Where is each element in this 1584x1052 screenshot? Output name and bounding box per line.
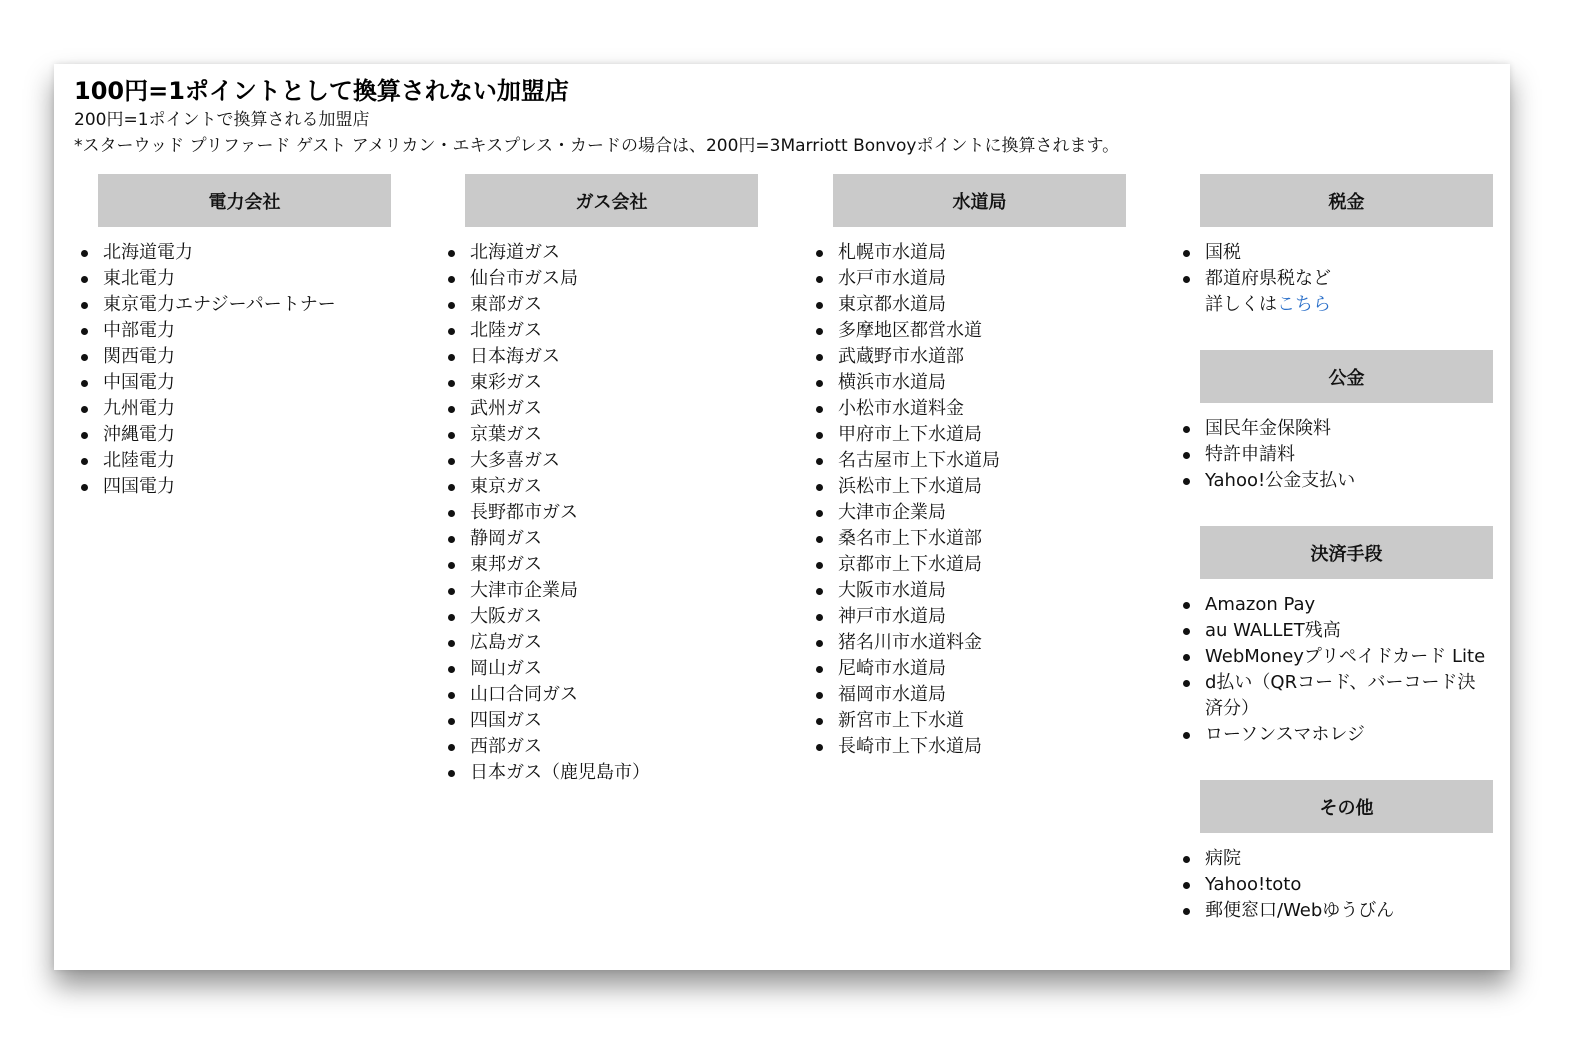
list-item: Yahoo!公金支払い [1180,468,1493,494]
list-item: 桑名市上下水道部 [813,526,1126,552]
electric-list [98,240,391,500]
list-item: 甲府市上下水道局 [813,422,1126,448]
list-item: 国民年金保険料 [1180,416,1493,442]
payment-list [1200,592,1493,748]
subtitle: 200円=1ポイントで換算される加盟店 [74,110,370,130]
list-item: 東北電力 [78,266,391,292]
list-item: 大多喜ガス [445,448,758,474]
list-item: 東部ガス [445,292,758,318]
list-item: 東邦ガス [445,552,758,578]
list-item: 四国ガス [445,708,758,734]
list-item: 東京電力エナジーパートナー [78,292,391,318]
list-item: 西部ガス [445,734,758,760]
list-item: 日本海ガス [445,344,758,370]
list-item: 尼崎市水道局 [813,656,1126,682]
list-item: 東京都水道局 [813,292,1126,318]
water-column [833,174,1126,760]
list-item: 水戸市水道局 [813,266,1126,292]
list-item: 関西電力 [78,344,391,370]
tax-heading: 税金 [1200,174,1493,227]
list-item: 沖縄電力 [78,422,391,448]
list-item: au WALLET残高 [1180,618,1493,644]
list-item: 九州電力 [78,396,391,422]
list-item: 静岡ガス [445,526,758,552]
electric-column [98,174,391,500]
other-list [1200,846,1493,924]
other-section [1200,780,1493,924]
list-item: 北陸電力 [78,448,391,474]
list-item: d払い（QRコード、バーコード決済分） [1180,670,1493,722]
list-item: 北陸ガス [445,318,758,344]
list-item: 浜松市上下水道局 [813,474,1126,500]
list-item: 国税 [1180,240,1493,266]
list-item: 猪名川市水道料金 [813,630,1126,656]
list-item: 仙台市ガス局 [445,266,758,292]
note-text: *スターウッド プリファード ゲスト アメリカン・エキスプレス・カードの場合は、200円=3Marriott Bonvoyポイントに換算されます。 [74,136,1120,156]
electric-heading: 電力会社 [98,174,391,227]
list-item: 名古屋市上下水道局 [813,448,1126,474]
payment-heading: 決済手段 [1200,526,1493,579]
tax-list [1200,240,1493,318]
list-item: 大阪ガス [445,604,758,630]
list-item: 小松市水道料金 [813,396,1126,422]
list-item: 中国電力 [78,370,391,396]
list-item: 新宮市上下水道 [813,708,1126,734]
gas-column [465,174,758,786]
public-fee-heading: 公金 [1200,350,1493,403]
payment-section [1200,526,1493,748]
list-item: 広島ガス [445,630,758,656]
list-item: 郵便窓口/Webゆうびん [1180,898,1493,924]
list-item: 日本ガス（鹿児島市） [445,760,758,786]
other-heading: その他 [1200,780,1493,833]
list-item: 四国電力 [78,474,391,500]
list-item: 中部電力 [78,318,391,344]
list-item [1180,266,1493,318]
gas-list [465,240,758,786]
list-item: 長崎市上下水道局 [813,734,1126,760]
list-item: 大阪市水道局 [813,578,1126,604]
detail-prefix: 詳しくは [1205,294,1277,315]
tax-detail [1205,292,1493,318]
list-item: 病院 [1180,846,1493,872]
list-item: 北海道電力 [78,240,391,266]
list-item: Yahoo!toto [1180,872,1493,898]
list-item: ローソンスマホレジ [1180,722,1493,748]
list-item: 横浜市水道局 [813,370,1126,396]
list-item: 神戸市水道局 [813,604,1126,630]
list-item: 武州ガス [445,396,758,422]
list-item: 北海道ガス [445,240,758,266]
content-card [54,64,1510,970]
public-fee-section [1200,350,1493,494]
gas-heading: ガス会社 [465,174,758,227]
list-item: 東彩ガス [445,370,758,396]
tax-detail-link[interactable]: こちら [1277,294,1331,315]
list-item: 札幌市水道局 [813,240,1126,266]
list-item: Amazon Pay [1180,592,1493,618]
list-item: WebMoneyプリペイドカード Lite [1180,644,1493,670]
list-item: 東京ガス [445,474,758,500]
list-item: 京都市上下水道局 [813,552,1126,578]
list-item: 京葉ガス [445,422,758,448]
list-item: 岡山ガス [445,656,758,682]
list-item: 長野都市ガス [445,500,758,526]
page-title: 100円=1ポイントとして換算されない加盟店 [74,77,569,105]
list-item: 福岡市水道局 [813,682,1126,708]
public-fee-list [1200,416,1493,494]
list-item: 特許申請料 [1180,442,1493,468]
list-item: 大津市企業局 [445,578,758,604]
list-item-label: 都道府県税など [1205,268,1331,289]
list-item: 武蔵野市水道部 [813,344,1126,370]
tax-section [1200,174,1493,318]
water-heading: 水道局 [833,174,1126,227]
misc-column [1200,174,1493,924]
list-item: 大津市企業局 [813,500,1126,526]
water-list [833,240,1126,760]
list-item: 山口合同ガス [445,682,758,708]
list-item: 多摩地区都営水道 [813,318,1126,344]
